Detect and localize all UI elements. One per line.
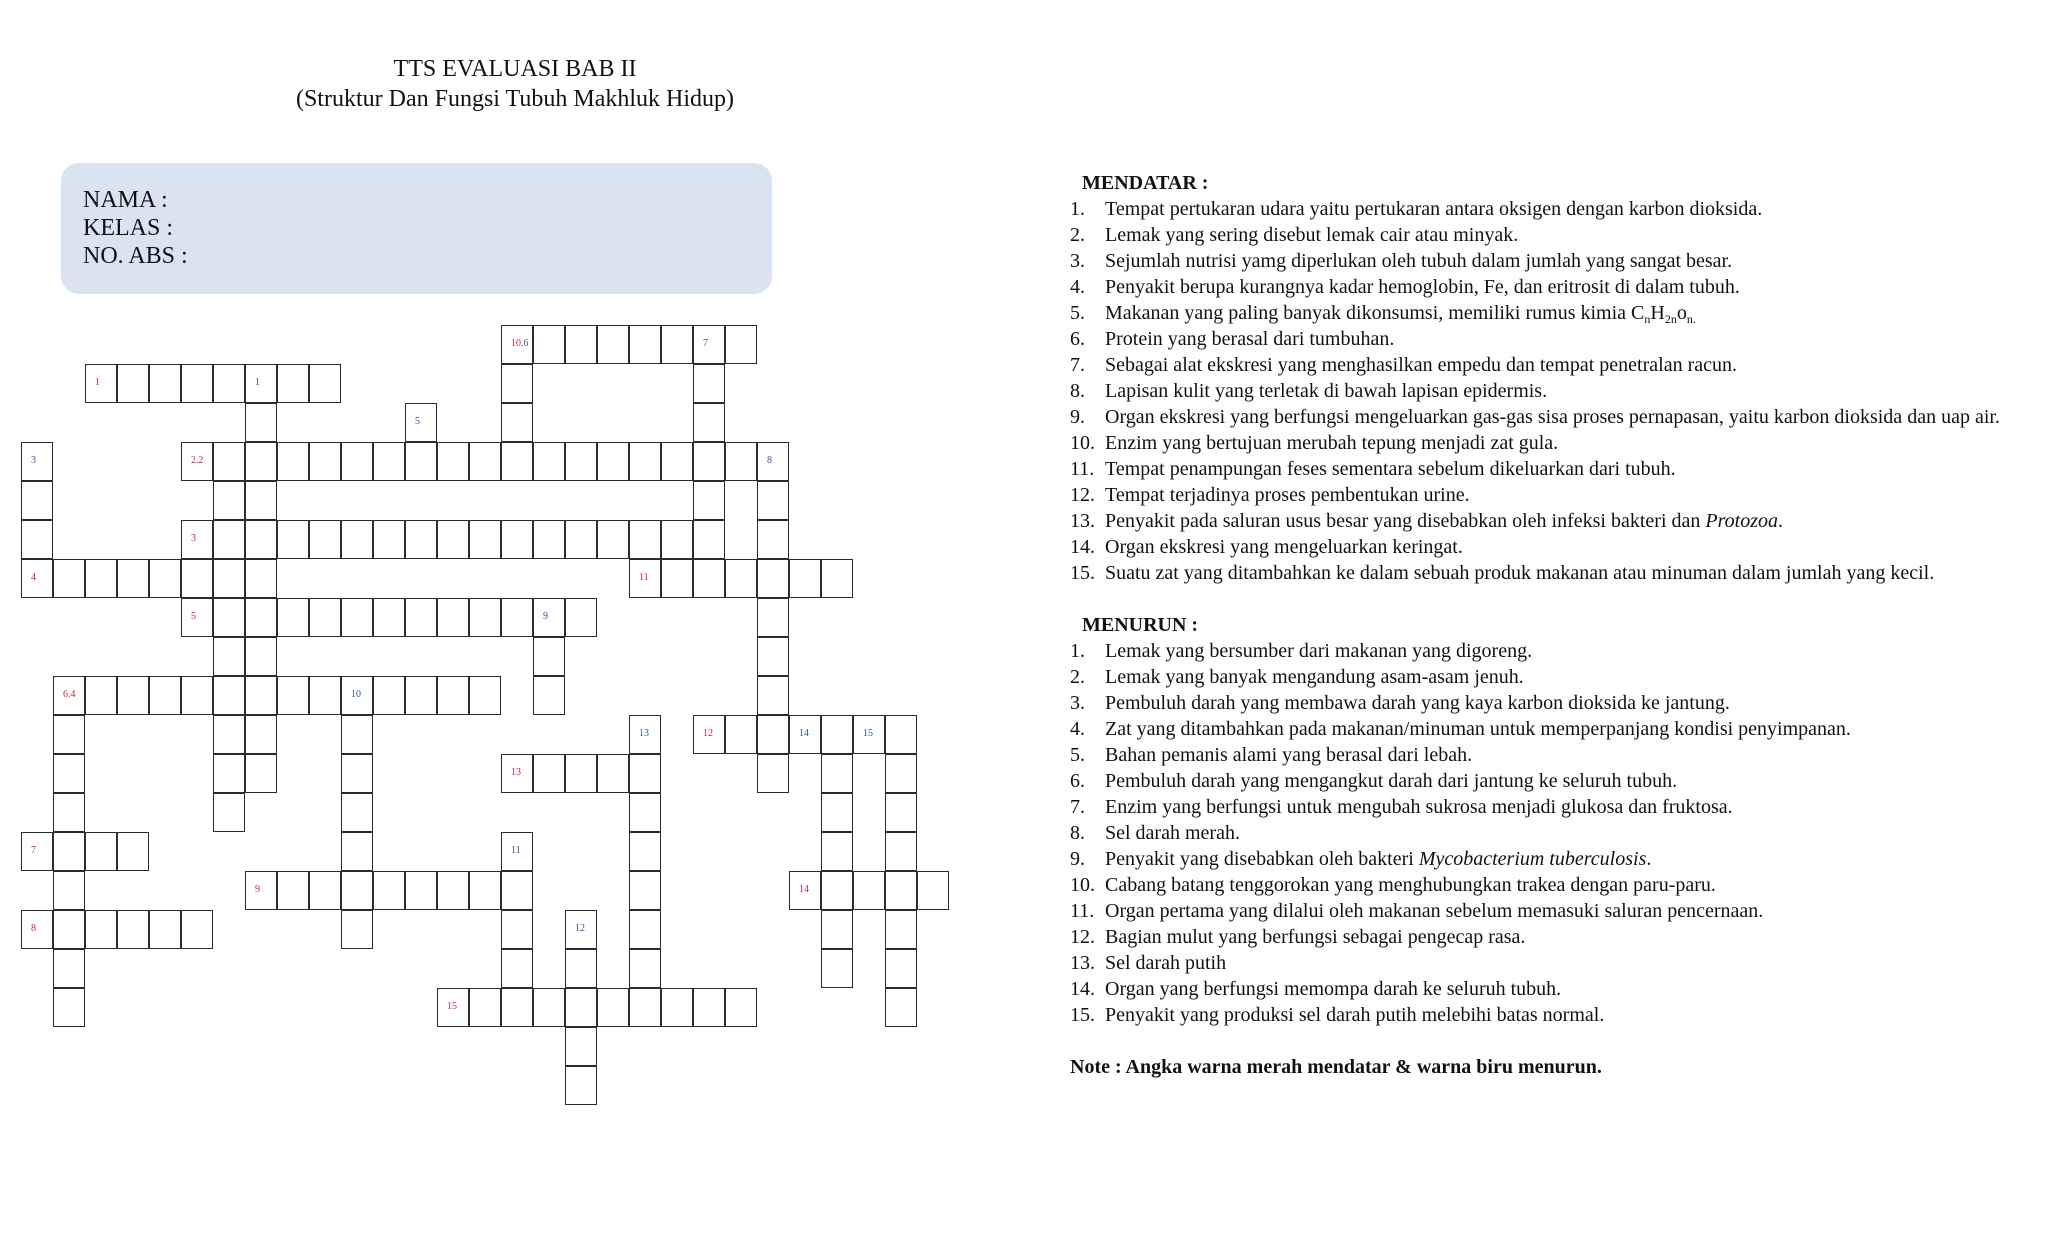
crossword-cell[interactable] [885, 988, 917, 1027]
across-clue-15: 15. Suatu zat yang ditambahkan ke dalam sebuah produk makanan atau minuman dalam jumlah yang kecil. [1070, 562, 1935, 584]
crossword-cell[interactable] [501, 442, 533, 481]
down-clue-6: 6. Pembuluh darah yang mengangkut darah dari jantung ke seluruh tubuh. [1070, 770, 1678, 792]
crossword-cell[interactable] [629, 832, 661, 871]
down-clue-4: 4. Zat yang ditambahkan pada makanan/minuman untuk memperpanjang kondisi penyimpanan. [1070, 718, 1851, 740]
crossword-cell[interactable] [885, 715, 917, 754]
crossword-cell[interactable] [629, 793, 661, 832]
crossword-cell[interactable] [53, 910, 85, 949]
crossword-cell[interactable] [309, 364, 341, 403]
crossword-cell[interactable] [53, 754, 85, 793]
crossword-cell[interactable] [21, 520, 53, 559]
crossword-cell[interactable] [821, 793, 853, 832]
crossword-cell[interactable] [373, 520, 405, 559]
crossword-cell[interactable] [309, 676, 341, 715]
down-clue-9: 9. Penyakit yang disebabkan oleh bakteri Mycobacterium tuberculosis. [1070, 848, 1652, 870]
across-clue-9: 9. Organ ekskresi yang berfungsi mengeluarkan gas-gas sisa proses pernapasan, yaitu karbon dioksida dan uap air. [1070, 406, 2000, 428]
clue-number: 14 [799, 884, 809, 895]
crossword-cell[interactable] [149, 364, 181, 403]
down-clue-8: 8. Sel darah merah. [1070, 822, 1240, 844]
page-subtitle: (Struktur Dan Fungsi Tubuh Makhluk Hidup) [295, 86, 735, 112]
across-clue-2: 2. Lemak yang sering disebut lemak cair atau minyak. [1070, 224, 1519, 246]
crossword-cell[interactable] [85, 364, 117, 403]
crossword-cell[interactable] [469, 598, 501, 637]
crossword-cell[interactable] [21, 832, 53, 871]
crossword-cell[interactable] [181, 364, 213, 403]
crossword-cell[interactable] [565, 1066, 597, 1105]
clue-number: 9 [255, 884, 260, 895]
crossword-cell[interactable] [309, 598, 341, 637]
crossword-cell[interactable] [341, 598, 373, 637]
crossword-cell[interactable] [565, 988, 597, 1027]
clue-number: 12 [575, 923, 585, 934]
crossword-cell[interactable] [85, 910, 117, 949]
crossword-cell[interactable] [757, 715, 789, 754]
crossword-cell[interactable] [213, 676, 245, 715]
crossword-cell[interactable] [565, 598, 597, 637]
crossword-cell[interactable] [405, 871, 437, 910]
across-clue-4: 4. Penyakit berupa kurangnya kadar hemoglobin, Fe, dan eritrosit di dalam tubuh. [1070, 276, 1740, 298]
crossword-cell[interactable] [693, 520, 725, 559]
crossword-cell[interactable] [693, 481, 725, 520]
crossword-cell[interactable] [181, 520, 213, 559]
crossword-cell[interactable] [341, 871, 373, 910]
crossword-cell[interactable] [757, 481, 789, 520]
clue-number: 8 [767, 455, 772, 466]
crossword-cell[interactable] [213, 793, 245, 832]
across-clue-7: 7. Sebagai alat ekskresi yang menghasilkan empedu dan tempat penetralan racun. [1070, 354, 1737, 376]
color-legend-note: Note : Angka warna merah mendatar & warna biru menurun. [1070, 1056, 1602, 1078]
crossword-cell[interactable] [469, 442, 501, 481]
crossword-cell[interactable] [629, 871, 661, 910]
crossword-cell[interactable] [277, 598, 309, 637]
down-clue-1: 1. Lemak yang bersumber dari makanan yang digoreng. [1070, 640, 1533, 662]
crossword-cell[interactable] [885, 949, 917, 988]
crossword-cell[interactable] [533, 442, 565, 481]
across-clue-1: 1. Tempat pertukaran udara yaitu pertukaran antara oksigen dengan karbon dioksida. [1070, 198, 1763, 220]
crossword-cell[interactable] [469, 871, 501, 910]
crossword-cell[interactable] [597, 442, 629, 481]
crossword-cell[interactable] [885, 754, 917, 793]
crossword-cell[interactable] [885, 793, 917, 832]
clue-number: 11 [639, 572, 649, 583]
crossword-cell[interactable] [117, 364, 149, 403]
crossword-cell[interactable] [469, 676, 501, 715]
crossword-cell[interactable] [533, 520, 565, 559]
crossword-cell[interactable] [181, 676, 213, 715]
clue-number: 10.6 [511, 338, 529, 349]
crossword-cell[interactable] [821, 910, 853, 949]
crossword-cell[interactable] [661, 559, 693, 598]
crossword-cell[interactable] [213, 520, 245, 559]
clue-number: 3 [191, 533, 196, 544]
crossword-cell[interactable] [629, 988, 661, 1027]
crossword-cell[interactable] [501, 598, 533, 637]
crossword-cell[interactable] [341, 520, 373, 559]
crossword-cell[interactable] [597, 988, 629, 1027]
crossword-cell[interactable] [149, 676, 181, 715]
crossword-cell[interactable] [245, 520, 277, 559]
crossword-cell[interactable] [757, 754, 789, 793]
crossword-cell[interactable] [885, 910, 917, 949]
crossword-cell[interactable] [277, 520, 309, 559]
across-heading: MENDATAR : [1082, 172, 1209, 194]
crossword-cell[interactable] [693, 559, 725, 598]
crossword-cell[interactable] [213, 364, 245, 403]
crossword-cell[interactable] [789, 559, 821, 598]
crossword-cell[interactable] [533, 676, 565, 715]
crossword-cell[interactable] [341, 442, 373, 481]
crossword-cell[interactable] [53, 715, 85, 754]
crossword-cell[interactable] [661, 442, 693, 481]
crossword-cell[interactable] [21, 559, 53, 598]
crossword-cell[interactable] [21, 910, 53, 949]
crossword-cell[interactable] [757, 520, 789, 559]
clue-number: 5 [191, 611, 196, 622]
clue-number: 3 [31, 455, 36, 466]
across-clue-8: 8. Lapisan kulit yang terletak di bawah lapisan epidermis. [1070, 380, 1548, 402]
crossword-cell[interactable] [725, 559, 757, 598]
crossword-cell[interactable] [149, 910, 181, 949]
crossword-cell[interactable] [373, 871, 405, 910]
crossword-cell[interactable] [501, 403, 533, 442]
down-clue-13: 13. Sel darah putih [1070, 952, 1227, 974]
clue-number: 12 [703, 728, 713, 739]
clue-number: 1 [255, 377, 260, 388]
crossword-cell[interactable] [53, 988, 85, 1027]
crossword-cell[interactable] [661, 988, 693, 1027]
crossword-cell[interactable] [117, 910, 149, 949]
crossword-cell[interactable] [533, 598, 565, 637]
down-heading: MENURUN : [1082, 614, 1199, 636]
crossword-cell[interactable] [629, 442, 661, 481]
crossword-cell[interactable] [245, 481, 277, 520]
crossword-cell[interactable] [565, 325, 597, 364]
across-clue-list [1070, 196, 2040, 586]
crossword-cell[interactable] [661, 325, 693, 364]
crossword-cell[interactable] [341, 754, 373, 793]
crossword-cell[interactable] [437, 676, 469, 715]
down-clue-10: 10. Cabang batang tenggorokan yang menghubungkan trakea dengan paru-paru. [1070, 874, 1716, 896]
down-clue-3: 3. Pembuluh darah yang membawa darah yang kaya karbon dioksida ke jantung. [1070, 692, 1730, 714]
crossword-cell[interactable] [117, 676, 149, 715]
down-clue-12: 12. Bagian mulut yang berfungsi sebagai pengecap rasa. [1070, 926, 1526, 948]
crossword-cell[interactable] [245, 871, 277, 910]
crossword-cell[interactable] [405, 598, 437, 637]
across-clue-14: 14. Organ ekskresi yang mengeluarkan keringat. [1070, 536, 1463, 558]
crossword-cell[interactable] [821, 949, 853, 988]
crossword-cell[interactable] [533, 988, 565, 1027]
crossword-cell[interactable] [757, 559, 789, 598]
clue-number: 13 [639, 728, 649, 739]
class-field[interactable]: KELAS : [83, 215, 173, 241]
crossword-cell[interactable] [821, 715, 853, 754]
clue-number: 10 [351, 689, 361, 700]
crossword-cell[interactable] [245, 442, 277, 481]
crossword-cell[interactable] [629, 949, 661, 988]
crossword-cell[interactable] [437, 442, 469, 481]
crossword-cell[interactable] [565, 520, 597, 559]
crossword-cell[interactable] [341, 832, 373, 871]
crossword-cell[interactable] [341, 910, 373, 949]
crossword-cell[interactable] [405, 442, 437, 481]
across-clue-11: 11. Tempat penampungan feses sementara sebelum dikeluarkan dari tubuh. [1070, 458, 1676, 480]
crossword-cell[interactable] [341, 793, 373, 832]
crossword-cell[interactable] [693, 442, 725, 481]
crossword-cell[interactable] [501, 910, 533, 949]
crossword-cell[interactable] [629, 910, 661, 949]
crossword-cell[interactable] [821, 832, 853, 871]
clue-number: 4 [31, 572, 36, 583]
crossword-cell[interactable] [629, 520, 661, 559]
crossword-cell[interactable] [661, 520, 693, 559]
down-clue-list [1070, 638, 2040, 1028]
crossword-cell[interactable] [245, 364, 277, 403]
crossword-cell[interactable] [885, 871, 917, 910]
crossword-cell[interactable] [597, 754, 629, 793]
clue-number: 8 [31, 923, 36, 934]
clue-number: 14 [799, 728, 809, 739]
crossword-cell[interactable] [181, 559, 213, 598]
crossword-cell[interactable] [469, 520, 501, 559]
crossword-cell[interactable] [565, 442, 597, 481]
crossword-cell[interactable] [437, 871, 469, 910]
crossword-cell[interactable] [693, 364, 725, 403]
crossword-cell[interactable] [405, 520, 437, 559]
attendance-number-field[interactable]: NO. ABS : [83, 243, 188, 269]
crossword-cell[interactable] [309, 520, 341, 559]
crossword-cell[interactable] [309, 442, 341, 481]
crossword-cell[interactable] [725, 988, 757, 1027]
crossword-cell[interactable] [565, 1027, 597, 1066]
crossword-cell[interactable] [373, 676, 405, 715]
crossword-cell[interactable] [53, 793, 85, 832]
crossword-cell[interactable] [213, 598, 245, 637]
crossword-cell[interactable] [757, 676, 789, 715]
crossword-cell[interactable] [469, 988, 501, 1027]
crossword-cell[interactable] [597, 520, 629, 559]
crossword-cell[interactable] [373, 442, 405, 481]
crossword-cell[interactable] [85, 676, 117, 715]
clue-number: 5 [415, 416, 420, 427]
crossword-cell[interactable] [245, 754, 277, 793]
across-clue-5: 5. Makanan yang paling banyak dikonsumsi, memiliki rumus kimia $C_nH_{2n}o_{n.}$ [1070, 302, 1696, 326]
crossword-cell[interactable] [597, 325, 629, 364]
crossword-cell[interactable] [565, 949, 597, 988]
crossword-cell[interactable] [277, 364, 309, 403]
clue-number: 15 [863, 728, 873, 739]
clue-number: 2.2 [191, 455, 204, 466]
across-clue-12: 12. Tempat terjadinya proses pembentukan urine. [1070, 484, 1470, 506]
down-clue-2: 2. Lemak yang banyak mengandung asam-asam jenuh. [1070, 666, 1524, 688]
crossword-cell[interactable] [501, 988, 533, 1027]
crossword-cell[interactable] [149, 559, 181, 598]
crossword-cell[interactable] [21, 442, 53, 481]
crossword-cell[interactable] [405, 676, 437, 715]
crossword-cell[interactable] [245, 598, 277, 637]
clue-number: 9 [543, 611, 548, 622]
crossword-cell[interactable] [85, 832, 117, 871]
crossword-cell[interactable] [245, 676, 277, 715]
down-clue-14: 14. Organ yang berfungsi memompa darah ke seluruh tubuh. [1070, 978, 1562, 1000]
crossword-cell[interactable] [53, 832, 85, 871]
crossword-cell[interactable] [821, 754, 853, 793]
crossword-cell[interactable] [245, 715, 277, 754]
clue-number: 11 [511, 845, 521, 856]
crossword-cell[interactable] [245, 403, 277, 442]
crossword-cell[interactable] [693, 325, 725, 364]
crossword-cell[interactable] [885, 832, 917, 871]
across-clue-3: 3. Sejumlah nutrisi yamg diperlukan oleh tubuh dalam jumlah yang sangat besar. [1070, 250, 1733, 272]
crossword-cell[interactable] [277, 676, 309, 715]
crossword-cell[interactable] [117, 832, 149, 871]
crossword-cell[interactable] [405, 403, 437, 442]
crossword-cell[interactable] [821, 559, 853, 598]
crossword-cell[interactable] [213, 481, 245, 520]
clue-number: 7 [31, 845, 36, 856]
across-clue-10: 10. Enzim yang bertujuan merubah tepung menjadi zat gula. [1070, 432, 1559, 454]
crossword-cell[interactable] [341, 715, 373, 754]
down-clue-5: 5. Bahan pemanis alami yang berasal dari lebah. [1070, 744, 1473, 766]
crossword-cell[interactable] [501, 949, 533, 988]
crossword-cell[interactable] [757, 442, 789, 481]
crossword-cell[interactable] [181, 910, 213, 949]
crossword-cell[interactable] [533, 754, 565, 793]
crossword-cell[interactable] [757, 637, 789, 676]
crossword-cell[interactable] [501, 520, 533, 559]
crossword-cell[interactable] [693, 403, 725, 442]
down-clue-7: 7. Enzim yang berfungsi untuk mengubah sukrosa menjadi glukosa dan fruktosa. [1070, 796, 1733, 818]
crossword-cell[interactable] [213, 715, 245, 754]
crossword-cell[interactable] [181, 598, 213, 637]
crossword-cell[interactable] [213, 754, 245, 793]
across-clue-6: 6. Protein yang berasal dari tumbuhan. [1070, 328, 1395, 350]
crossword-cell[interactable] [309, 871, 341, 910]
crossword-cell[interactable] [437, 520, 469, 559]
crossword-cell[interactable] [213, 559, 245, 598]
crossword-cell[interactable] [917, 871, 949, 910]
page-title: TTS EVALUASI BAB II [393, 56, 637, 82]
across-clue-13: 13. Penyakit pada saluran usus besar yang disebabkan oleh infeksi bakteri dan Protozoa. [1070, 510, 1783, 532]
crossword-cell[interactable] [501, 871, 533, 910]
crossword-cell[interactable] [565, 754, 597, 793]
crossword-cell[interactable] [533, 325, 565, 364]
crossword-cell[interactable] [437, 598, 469, 637]
crossword-cell[interactable] [853, 871, 885, 910]
crossword-cell[interactable] [21, 481, 53, 520]
clue-number: 6.4 [63, 689, 76, 700]
crossword-cell[interactable] [725, 442, 757, 481]
crossword-cell[interactable] [533, 637, 565, 676]
crossword-cell[interactable] [213, 442, 245, 481]
crossword-cell[interactable] [693, 988, 725, 1027]
crossword-cell[interactable] [501, 364, 533, 403]
crossword-cell[interactable] [117, 559, 149, 598]
crossword-cell[interactable] [53, 559, 85, 598]
down-clue-11: 11. Organ pertama yang dilalui oleh makanan sebelum memasuki saluran pencernaan. [1070, 900, 1764, 922]
crossword-grid [0, 0, 1000, 1150]
crossword-cell[interactable] [245, 637, 277, 676]
crossword-cell[interactable] [725, 325, 757, 364]
crossword-cell[interactable] [53, 949, 85, 988]
crossword-cell[interactable] [277, 871, 309, 910]
crossword-cell[interactable] [373, 598, 405, 637]
clue-number: 13 [511, 767, 521, 778]
name-field[interactable]: NAMA : [83, 187, 168, 213]
crossword-cell[interactable] [53, 871, 85, 910]
crossword-cell[interactable] [245, 559, 277, 598]
crossword-cell[interactable] [213, 637, 245, 676]
crossword-cell[interactable] [629, 325, 661, 364]
crossword-cell[interactable] [85, 559, 117, 598]
clue-panel [1070, 170, 2040, 1080]
clue-number: 1 [95, 377, 100, 388]
crossword-cell[interactable] [757, 598, 789, 637]
down-clue-15: 15. Penyakit yang produksi sel darah putih melebihi batas normal. [1070, 1004, 1605, 1026]
crossword-cell[interactable] [725, 715, 757, 754]
clue-number: 15 [447, 1001, 457, 1012]
crossword-cell[interactable] [629, 754, 661, 793]
crossword-cell[interactable] [821, 871, 853, 910]
crossword-cell[interactable] [277, 442, 309, 481]
clue-number: 7 [703, 338, 708, 349]
